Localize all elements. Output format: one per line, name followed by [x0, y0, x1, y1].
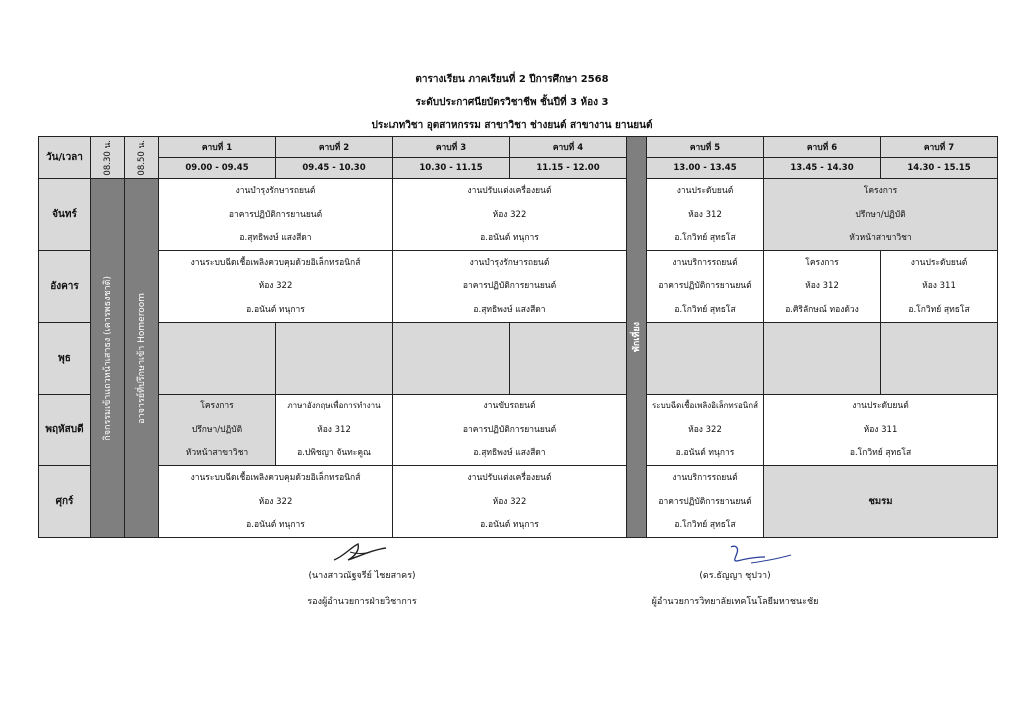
mon-p12: งานบำรุงรักษารถยนต์ อาคารปฏิบัติการยานยนต์ อ.สุทธิพงษ์ แสงสีดา	[159, 179, 393, 251]
tue-p7: งานประดับยนต์ ห้อง 311 อ.โกวิทย์ สุทธโส	[881, 251, 998, 323]
mon-p34: งานปรับแต่งเครื่องยนต์ ห้อง 322 อ.อนันต์ ทนุการ	[393, 179, 627, 251]
right-signature	[610, 568, 860, 608]
thu-p67: งานประดับยนต์ ห้อง 311 อ.โกวิทย์ สุทธโส	[764, 394, 998, 466]
left-signer-position: รองผู้อำนวยการฝ่ายวิชาการ	[307, 597, 417, 607]
mon-p5: งานประดับยนต์ ห้อง 312 อ.โกวิทย์ สุทธโส	[647, 179, 764, 251]
right-signer-position: ผู้อำนวยการวิทยาลัยเทคโนโลยีมหาชนะชัย	[651, 597, 819, 607]
thu-p2: ภาษาอังกฤษเพื่อการทำงาน ห้อง 312 อ.ปพิชญา จันทะคูณ	[276, 394, 393, 466]
right-signer-name: (ดร.ธัญญา ชุปวา)	[699, 571, 771, 581]
mon-p67: โครงการ ปรึกษา/ปฏิบัติ หัวหน้าสาขาวิชา	[764, 179, 998, 251]
time-0830: 08.30 น.	[91, 137, 125, 179]
period-2-time: 09.45 - 10.30	[276, 158, 393, 179]
wed-p4	[510, 322, 627, 394]
wed-p5	[647, 322, 764, 394]
wed-p3	[393, 322, 510, 394]
period-2-label: คาบที่ 2	[276, 137, 393, 158]
day-tuesday: อังคาร	[39, 251, 91, 323]
left-signature-mark	[330, 538, 390, 566]
day-monday: จันทร์	[39, 179, 91, 251]
wed-p2	[276, 322, 393, 394]
period-4-time: 11.15 - 12.00	[510, 158, 627, 179]
time-0850: 08.50 น.	[125, 137, 159, 179]
period-5-time: 13.00 - 13.45	[647, 158, 764, 179]
fri-p5: งานบริการรถยนต์ อาคารปฏิบัติการยานยนต์ อ.โกวิทย์ สุทธโส	[647, 466, 764, 538]
corner-label: วัน/เวลา	[39, 137, 91, 179]
program-line: ประเภทวิชา อุตสาหกรรม สาขาวิชา ช่างยนต์ สาขางาน ยานยนต์	[371, 120, 653, 131]
period-1-time: 09.00 - 09.45	[159, 158, 276, 179]
period-4-label: คาบที่ 4	[510, 137, 627, 158]
period-7-time: 14.30 - 15.15	[881, 158, 998, 179]
day-wednesday: พุธ	[39, 322, 91, 394]
period-7-label: คาบที่ 7	[881, 137, 998, 158]
right-signature-mark	[725, 541, 795, 567]
tue-p5: งานบริการรถยนต์ อาคารปฏิบัติการยานยนต์ อ.โกวิทย์ สุทธโส	[647, 251, 764, 323]
tue-p6: โครงการ ห้อง 312 อ.ศิริลักษณ์ ทองด้วง	[764, 251, 881, 323]
period-6-label: คาบที่ 6	[764, 137, 881, 158]
lunch-column: พักเที่ยง	[627, 137, 647, 538]
left-signature	[262, 568, 462, 608]
wed-p6	[764, 322, 881, 394]
thu-p1: โครงการ ปรึกษา/ปฏิบัติ หัวหน้าสาขาวิชา	[159, 394, 276, 466]
day-friday: ศุกร์	[39, 466, 91, 538]
timetable	[38, 136, 998, 538]
day-thursday: พฤหัสบดี	[39, 394, 91, 466]
fri-p12: งานระบบฉีดเชื้อเพลิงควบคุมด้วยอิเล็กทรอนิกส์ ห้อง 322 อ.อนันต์ ทนุการ	[159, 466, 393, 538]
level-line: ระดับประกาศนียบัตรวิชาชีพ ชั้นปีที่ 3 ห้อง 3	[415, 97, 609, 108]
period-1-label: คาบที่ 1	[159, 137, 276, 158]
thu-p34: งานขับรถยนต์ อาคารปฏิบัติการยานยนต์ อ.สุทธิพงษ์ แสงสีดา	[393, 394, 627, 466]
homeroom-column: อาจารย์ที่ปรึกษาเข้า Homeroom	[125, 179, 159, 538]
wed-p1	[159, 322, 276, 394]
period-3-time: 10.30 - 11.15	[393, 158, 510, 179]
fri-p34: งานปรับแต่งเครื่องยนต์ ห้อง 322 อ.อนันต์ ทนุการ	[393, 466, 627, 538]
flag-activity-column: กิจกรรมเข้าแถวหน้าเสาธง (เคารพธงชาติ)	[91, 179, 125, 538]
period-6-time: 13.45 - 14.30	[764, 158, 881, 179]
left-signer-name: (นางสาวณัฐจรีย์ ไชยสาคร)	[308, 571, 416, 581]
period-3-label: คาบที่ 3	[393, 137, 510, 158]
fri-p67-club: ชมรม	[764, 466, 998, 538]
thu-p5: ระบบฉีดเชื้อเพลิงอิเล็กทรอนิกส์ ห้อง 322 อ.อนันต์ ทนุการ	[647, 394, 764, 466]
tue-p34: งานบำรุงรักษารถยนต์ อาคารปฏิบัติการยานยนต์ อ.สุทธิพงษ์ แสงสีดา	[393, 251, 627, 323]
wed-p7	[881, 322, 998, 394]
schedule-title: ตารางเรียน ภาคเรียนที่ 2 ปีการศึกษา 2568	[415, 74, 609, 85]
period-5-label: คาบที่ 5	[647, 137, 764, 158]
tue-p12: งานระบบฉีดเชื้อเพลิงควบคุมด้วยอิเล็กทรอนิกส์ ห้อง 322 อ.อนันต์ ทนุการ	[159, 251, 393, 323]
